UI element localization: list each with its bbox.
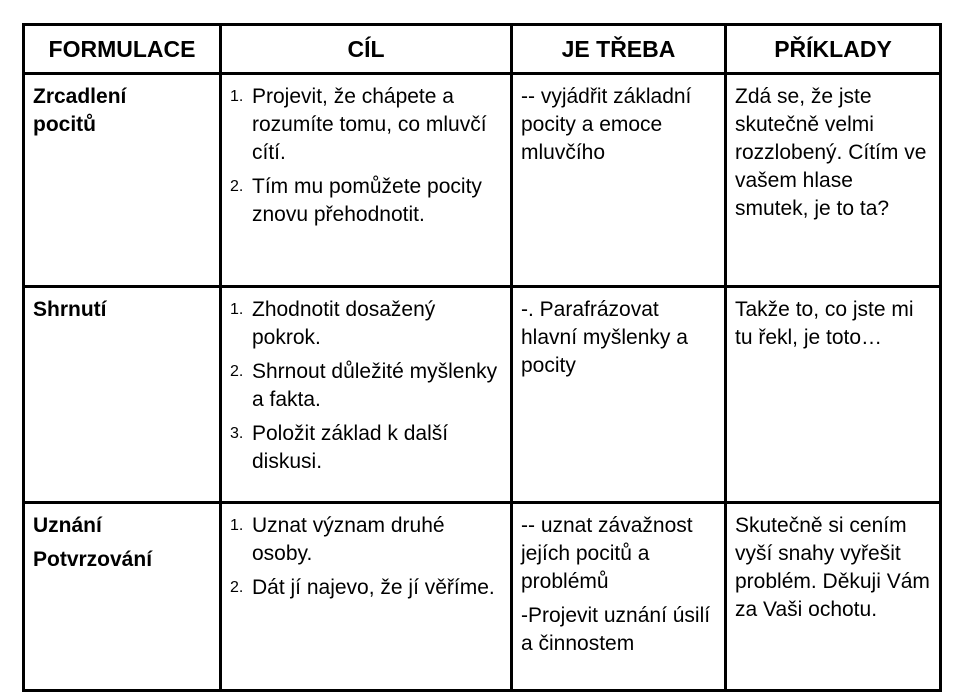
list-number: 2. <box>230 363 244 380</box>
list-item <box>230 512 504 568</box>
header-row <box>24 25 941 74</box>
goal-list <box>222 288 510 476</box>
priklady-text: Skutečně si cením vyší snahy vyřešit problém. Děkuji Vám za Vaši ochotu. <box>735 514 930 621</box>
list-text: Uznat význam druhé osoby. <box>252 514 445 565</box>
list-number: 2. <box>230 579 244 596</box>
formulace-text: Shrnutí <box>33 298 107 321</box>
priklady-cell <box>726 74 941 287</box>
header-priklady: PŘÍKLADY <box>726 25 941 74</box>
goal-list <box>222 504 510 602</box>
list-text: Projevit, že chápete a rozumíte tomu, co mluvčí cítí. <box>252 85 487 164</box>
priklady-cell <box>726 287 941 503</box>
list-item <box>230 420 504 476</box>
je-treba-cell <box>512 74 726 287</box>
formulace-cell <box>24 74 221 287</box>
list-item <box>230 358 504 414</box>
list-item <box>230 83 504 167</box>
list-item <box>230 173 504 229</box>
formulace-text: Potvrzování <box>33 548 153 571</box>
table-row <box>24 74 941 287</box>
je-treba-text: -- uznat závažnost jejích pocitů a problémů <box>521 514 693 593</box>
list-text: Položit základ k další diskusi. <box>252 422 449 473</box>
je-treba-text: -- vyjádřit základní pocity a emoce mluvčího <box>521 85 692 164</box>
formulace-text: Uznání <box>33 514 102 537</box>
formulation-table <box>22 23 942 692</box>
list-number: 1. <box>230 301 244 318</box>
goal-list <box>222 75 510 229</box>
header-je-treba: JE TŘEBA <box>512 25 726 74</box>
formulace-text: Zrcadlení <box>33 85 127 108</box>
list-number: 1. <box>230 88 244 105</box>
header-cil: CÍL <box>221 25 512 74</box>
header-formulace: FORMULACE <box>24 25 221 74</box>
je-treba-cell <box>512 503 726 691</box>
list-text: Dát jí najevo, že jí věříme. <box>252 576 495 599</box>
je-treba-cell <box>512 287 726 503</box>
je-treba-text: -Projevit uznání úsilí a činnostem <box>521 604 711 655</box>
table-row <box>24 503 941 691</box>
table-row <box>24 287 941 503</box>
list-number: 3. <box>230 425 244 442</box>
formulation-table-wrapper <box>22 23 939 671</box>
list-text: Tím mu pomůžete pocity znovu přehodnotit. <box>252 175 482 226</box>
list-item <box>230 296 504 352</box>
cil-cell <box>221 503 512 691</box>
list-item <box>230 574 504 602</box>
priklady-cell <box>726 503 941 691</box>
priklady-text: Zdá se, že jste skutečně velmi rozzlobený. Cítím ve vašem hlase smutek, je to ta? <box>735 85 927 220</box>
list-text: Zhodnotit dosažený pokrok. <box>252 298 436 349</box>
formulace-cell <box>24 287 221 503</box>
list-text: Shrnout důležité myšlenky a fakta. <box>252 360 498 411</box>
priklady-text: Takže to, co jste mi tu řekl, je toto… <box>735 298 914 349</box>
je-treba-text: -. Parafrázovat hlavní myšlenky a pocity <box>521 298 688 377</box>
cil-cell <box>221 287 512 503</box>
formulace-cell <box>24 503 221 691</box>
list-number: 2. <box>230 178 244 195</box>
formulace-text: pocitů <box>33 113 96 136</box>
cil-cell <box>221 74 512 287</box>
list-number: 1. <box>230 517 244 534</box>
